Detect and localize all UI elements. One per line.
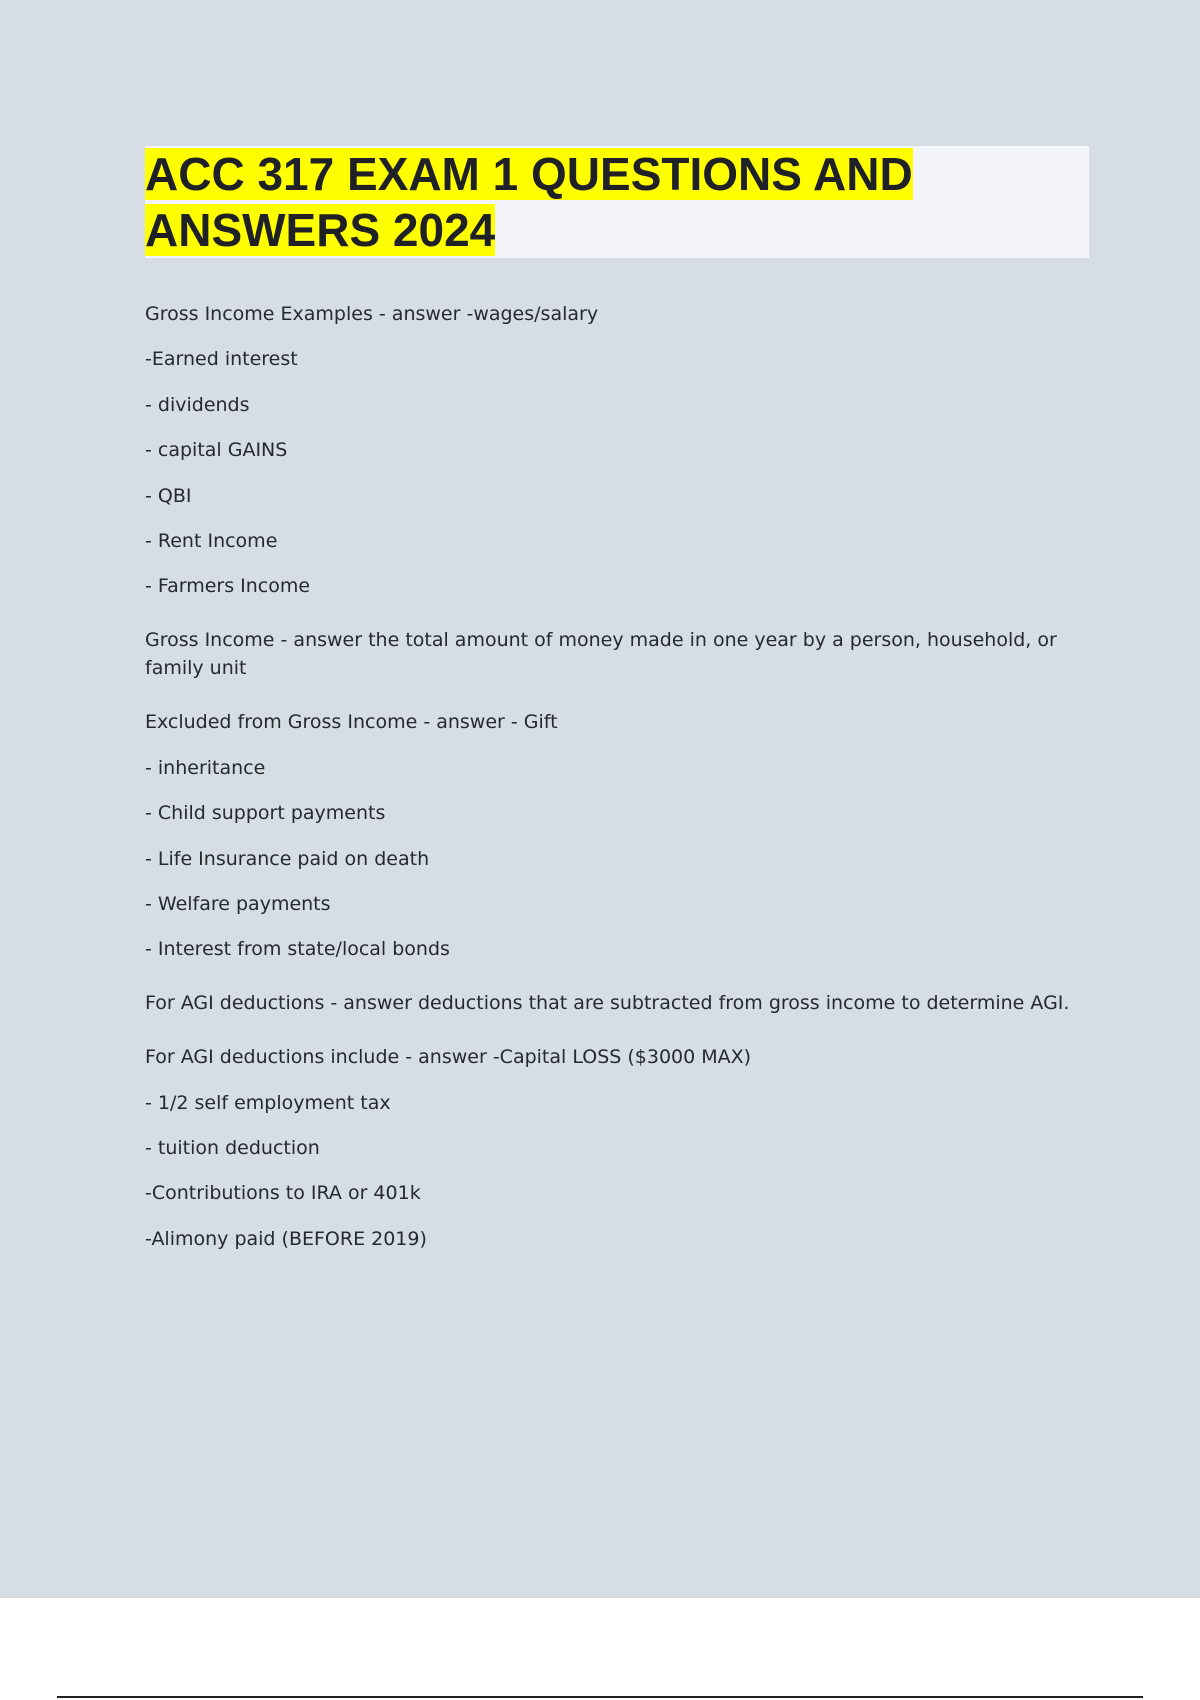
qa-block-gross-income-examples	[145, 300, 1075, 600]
qa-line: - Child support payments	[145, 802, 386, 825]
qa-line: - Rent Income	[145, 529, 278, 552]
qa-line: - capital GAINS	[145, 439, 288, 462]
document-title	[145, 146, 1045, 258]
qa-line: - 1/2 self employment tax	[145, 1091, 391, 1114]
qa-line: - dividends	[145, 393, 250, 416]
qa-block-excluded-from-gross-income	[145, 708, 1075, 963]
qa-line: For AGI deductions - answer deductions that are subtracted from gross income to determine AGI.	[145, 992, 1070, 1015]
qa-line: Gross Income - answer the total amount of money made in one year by a person, household, or family unit	[145, 629, 1057, 680]
qa-block-for-agi-deductions	[145, 989, 1075, 1017]
qa-line: - tuition deduction	[145, 1137, 320, 1160]
qa-line: - Welfare payments	[145, 892, 331, 915]
qa-line: -Contributions to IRA or 401k	[145, 1182, 421, 1205]
qa-content	[145, 300, 1075, 1279]
title-highlight: ACC 317 EXAM 1 QUESTIONS AND ANSWERS 2024	[145, 148, 913, 256]
qa-line: - Life Insurance paid on death	[145, 847, 430, 870]
qa-block-for-agi-deductions-include	[145, 1043, 1075, 1253]
qa-line: - inheritance	[145, 756, 266, 779]
qa-line: - QBI	[145, 484, 192, 507]
qa-line: - Interest from state/local bonds	[145, 938, 450, 961]
qa-line: -Earned interest	[145, 348, 298, 371]
footer-divider	[57, 1696, 1143, 1698]
qa-line: For AGI deductions include - answer -Capital LOSS ($3000 MAX)	[145, 1046, 752, 1069]
qa-line: Excluded from Gross Income - answer - Gift	[145, 711, 558, 734]
qa-line: - Farmers Income	[145, 575, 311, 598]
qa-line: -Alimony paid (BEFORE 2019)	[145, 1227, 427, 1250]
qa-line: Gross Income Examples - answer -wages/salary	[145, 303, 599, 325]
qa-block-gross-income	[145, 626, 1075, 682]
